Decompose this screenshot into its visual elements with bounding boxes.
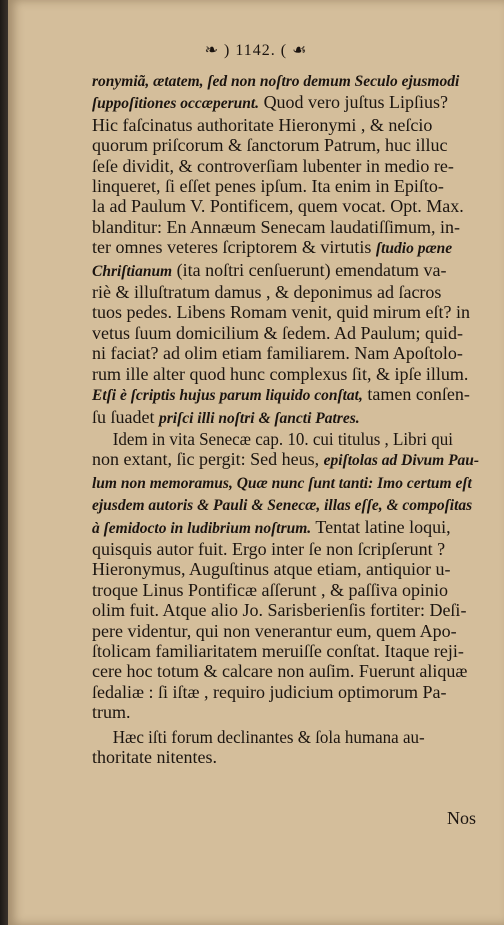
italic-run: priſci illi noſtri & ſancti Patres. (158, 409, 360, 427)
roman-run: Tentat latine loqui, (311, 516, 451, 537)
roman-run: non extant, ſic pergit: Sed heus, (92, 449, 324, 470)
text-line (92, 641, 484, 661)
italic-run: ſuppoſitiones occæperunt. (92, 95, 260, 113)
text-line (92, 237, 484, 259)
text-line (92, 343, 484, 363)
roman-run: pere videntur, qui non venerantur eum, quem Apo- (92, 620, 457, 641)
roman-run: ſu ſuadet (92, 406, 159, 427)
roman-run: (ita noſtri cenſuerunt) emendatum va- (172, 259, 447, 280)
roman-run: cere hoc totum & calcare non auſim. Fuerunt aliquæ (92, 661, 468, 682)
text-line (92, 407, 484, 429)
roman-run: Quod vero juſtus Lipſius? (259, 92, 449, 113)
italic-run: ronymiã, ætatem, ſed non noſtro demum Seculo ejusmodi (92, 73, 460, 90)
text-line (92, 384, 484, 406)
text-line (92, 92, 484, 114)
roman-run: troque Linus Pontificæ aſſerunt , & paſſiva opinio (92, 579, 448, 600)
text-line (92, 364, 484, 384)
catchword: Nos (446, 808, 476, 828)
text-line (92, 260, 484, 282)
roman-run: ſedaliæ : ſi iſtæ , requiro judicium optimorum Pa- (92, 681, 447, 702)
book-spine-shadow (0, 0, 8, 925)
text-line (92, 600, 484, 620)
roman-run: ſtolicam familiaritatem meruiſſe conſtat. Itaque reji- (92, 640, 464, 661)
italic-run: ejusdem autoris & Pauli & Senecæ, illas eſſe, & compoſitas (92, 497, 473, 515)
text-line (92, 661, 484, 681)
text-line (92, 115, 484, 135)
text-line (92, 494, 484, 516)
text-line (92, 323, 484, 343)
italic-run: ſtudio pæne (375, 240, 453, 258)
text-line (92, 70, 484, 92)
text-line (92, 156, 484, 176)
roman-run: Hic faſcinatus authoritate Hieronymi , & neſcio (92, 114, 433, 135)
book-page (8, 0, 504, 925)
page-header (8, 40, 504, 60)
roman-run: olim fuit. Atque alio Jo. Sarisberienſis fortiter: Deſi- (92, 600, 467, 621)
roman-run: ſeſe dividit, & controverſiam lubenter in medio re- (92, 155, 454, 176)
roman-run: Hæc iſti forum declinantes & ſola humana au- (112, 726, 425, 747)
italic-run: à ſemidocto in ludibrium noſtrum. (92, 519, 312, 537)
text-line (92, 580, 484, 600)
roman-run: Idem in vita Senecæ cap. 10. cui titulus , Libri qui (112, 428, 453, 449)
roman-run: tamen conſen- (362, 384, 470, 405)
italic-run: Etſi è ſcriptis hujus parum liquido conſtat, (92, 387, 363, 405)
page-number: ) 1142. ( (224, 42, 288, 59)
italic-run: epiſtolas ad Divum Pau- (323, 452, 480, 470)
text-line (92, 472, 484, 494)
text-line (92, 282, 484, 302)
text-line (92, 302, 484, 322)
italic-run: lum non memoramus, Quæ nunc ſunt tanti: Imo certum eſt (92, 474, 472, 492)
text-line (92, 539, 484, 559)
roman-run: Hieronymus, Auguſtinus atque etiam, antiquior u- (92, 559, 451, 580)
roman-run: rum ille alter quod hunc complexus ſit, & ipſe illum. (92, 363, 469, 384)
text-line (92, 176, 484, 196)
text-line (92, 196, 484, 216)
text-line (92, 517, 484, 539)
roman-run: ter omnes veteres ſcriptorem & virtutis (92, 237, 376, 258)
roman-run: linqueret, ſi eſſet penes ipſum. Ita enim in Epiſto- (92, 176, 444, 197)
text-line (92, 621, 484, 641)
text-line (92, 702, 484, 722)
text-line (92, 559, 484, 579)
text-line (92, 682, 484, 702)
ornament-right-icon: ☙ (292, 42, 308, 59)
roman-run: trum. (92, 702, 131, 723)
text-line (92, 747, 484, 767)
roman-run: blanditur: En Annæum Senecam laudatiſſimum, in- (92, 216, 460, 237)
roman-run: quisquis autor fuit. Ergo inter ſe non ſcripſerunt ? (92, 538, 446, 559)
text-line (92, 429, 462, 449)
ornament-left-icon: ❧ (204, 42, 219, 59)
text-line (92, 727, 462, 747)
roman-run: tuos pedes. Libens Romam venit, quid mirum eſt? in (92, 302, 470, 323)
roman-run: riè & illuſtratum damus , & deponimus ad ſacros (92, 282, 442, 303)
text-line (92, 449, 484, 471)
roman-run: vetus ſuum domicilium & ſedem. Ad Paulum; quid- (92, 322, 463, 343)
roman-run: la ad Paulum V. Pontificem, quem vocat. Opt. Max. (92, 196, 464, 217)
roman-run: ni faciat? ad olim etiam familiarem. Nam Apoſtolo- (92, 343, 463, 364)
italic-run: Chriſtianum (92, 262, 173, 280)
body-text (92, 70, 484, 767)
roman-run: thoritate nitentes. (92, 747, 217, 767)
text-line (92, 135, 484, 155)
text-line (92, 217, 484, 237)
roman-run: quorum priſcorum & ſanctorum Patrum, huc illuc (92, 135, 448, 156)
